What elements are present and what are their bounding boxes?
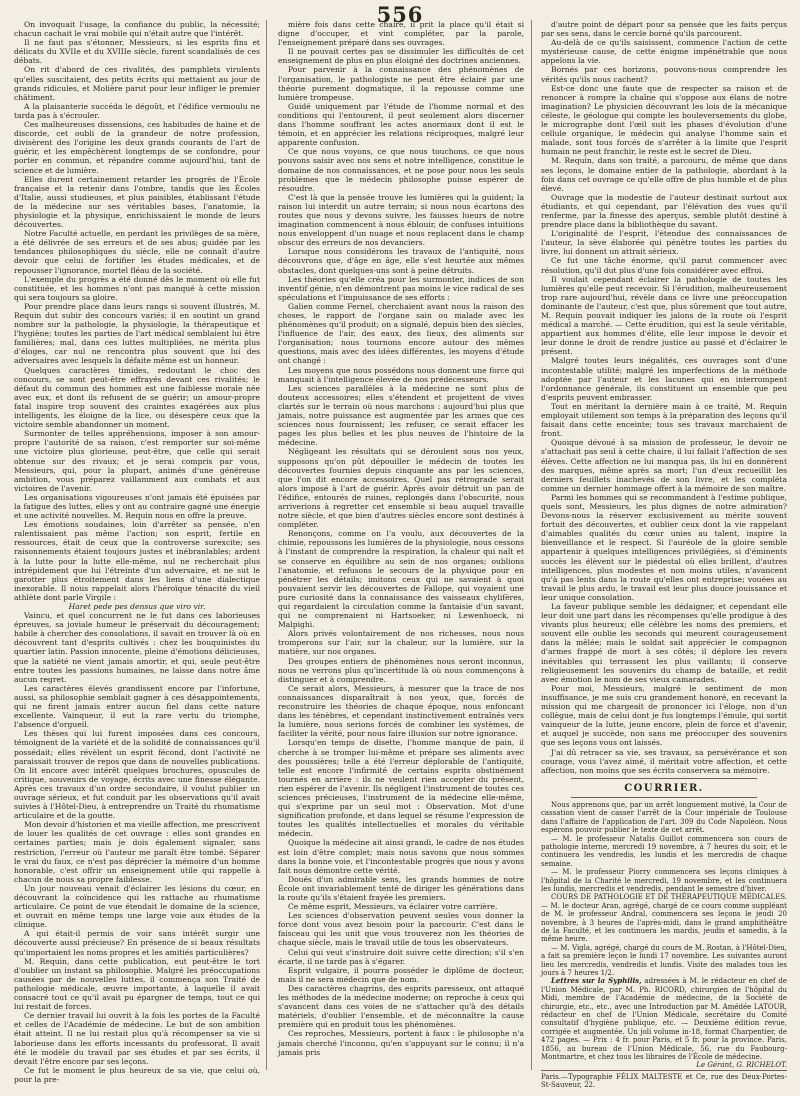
paragraph: Mon devoir d'historien et ma vieille affection, me prescrivent de louer les qualités de cet ouvrage : elles sont grandes en certaines parties; mais je dois également signaler, sans restriction, l'erreur où l'auteur me paraît être tombé. Séparer le vrai du faux, ce n'est pas déprécier la mémoire d'un homme honorable, c'est offrir un enseignement utile qui rappelle à chacun de nous sa propre faiblesse. [14,820,260,884]
gerant-signature: Le Gérant, G. RICHELOT. [696,1061,787,1070]
paragraph: On invoquait l'usage, la confiance du public, la nécessité; chacun cachait le vrai mobile qui n'était autre que l'intérêt. [14,20,260,39]
paragraph: Lorsqu'en temps de disette, l'homme manque de pain, il cherche à se tromper lui-même et prépare ses aliments avec des poussières; telle a été l'erreur déplorable de l'antiquité, telle est encore l'infirmité de certains esprits obstinément tournés en arrière : ils ne veulent rien accepter du présent, rien espérer de l'avenir. Ils négligent l'instrument de toutes ces sciences précieuses, l'instrument de la médecine elle-même, qui s'exprime par un seul mot : Observation. Mot d'une signification profonde, et dans lequel se résume l'expression de toutes les qualités intellectuelles et morales du véritable médecin. [278,738,524,839]
paragraph: Pour prendre place dans leurs rangs si souvent illustrés, M. Requin dut subir des concours variés; il en soutint un grand nombre sur la pathologie, la physiologie, la thérapeutique et l'hygiène; toutes les parties de l'art médical semblaient lui être familières; mal, dans ces luttes multipliées, ne mérita plus d'éloges, car nul ne rencontra plus souvent que lui des adversaires avec lesquels la défaite même est un honneur. [14,301,260,366]
column-divider [531,20,532,1070]
paragraph: Ces reproches, Messieurs, portent à faux : le philosophe n'a jamais cherché l'inconnu, qu'en s'appuyant sur le connu; il n'a jamais pris [278,1029,524,1057]
book-title: Lettres sur la Syphilis, [551,976,642,986]
paragraph: Il voulait cependant éclairer la pathologie de toutes les lumières qu'elle peut recevoir. Si l'érudition, malheureusement trop rare aujourd'hui, révèle dans ce livre une préoccupation dominante de l'auteur, c'est que, plus sûrement que tout autre, M. Requin pouvait indiquer les jalons de la route où l'esprit médical a marché. — Cette érudition, qui est la seule véritable, appartient aux hommes d'élite, elle leur impose le devoir et leur donne le droit de rendre justice au passé et d'éclairer le présent. [541,274,787,357]
paragraph: Notre Faculté actuelle, en perdant les privilèges de sa mère, a été délivrée de ses erreurs et de ses abus; guidée par les tendances philosophiques du siècle, elle ne connaît d'autre devoir que celui de fortifier les études médicales, et de repousser l'ignorance, mortel fléau de la société. [14,229,260,275]
paragraph: Vaincu, et quel concurrent ne le fut dans ces laborieuses épreuves, sa joviale humeur le préservait du découragement; habile à chercher des consolations, il savait en trouver là où en découvrent tant d'esprits cultivés : chez les bouquinistes du quartier latin. Passion innocente, pleine d'émotions délicieuses, que la satiété ne vient jamais amortir, et qui, seule peut-être entre toutes les passions humaines, ne laisse dans notre âme aucun regret. [14,611,260,684]
paragraph: — M. Vigla, agrégé, chargé du cours de M. Rostan, à l'Hôtel-Dieu, a fait sa première leçon le lundi 17 novembre. Les suivantes auront lieu les mercredis, vendredis et lundis. Visite des malades tous les jours à 7 heures 1/2. [541,943,787,977]
book-notice-text: adressées à M. le rédacteur en chef de l'Union Médicale, par M. Ph. RICORD, chirurgien de l'hôpital du Midi, membre de l'Académie de médecine, de la Société de chirurgie, etc., etc., avec une Introduction par M. Amédée LATOUR, rédacteur en chef de l'Union Médicale, secrétaire du Comité consultatif d'hygiène publique, etc. — Deuxième édition revue, corrigée et augmentée. Un joli volume in-18, format Charpentier, de 472 pages. — Prix : 4 fr. pour Paris, et 5 fr. pour la province. Paris, 1856, au bureau de l'Union Médicale, 56, rue du Faubourg-Montmartre, et chez tous les libraires de l'École de médecine. [541,977,787,1062]
latin-verse: Haret pede pes densus que viro vir. [68,602,206,611]
paragraph: Ce serait alors, Messieurs, à mesurer que la trace de nos connaissances disparaîtrait à nos yeux, que, forcés de reconstruire les théories de chaque époque, nous enfoncant dans les ténèbres, et cependant instinctivement entraînés vers la lumière, nous serions forcés de combiner les systèmes, de faciliter la vérité, pour nous faire illusion sur notre ignorance. [278,683,524,739]
paragraph: Quoique dévoué à sa mission de professeur, le devoir ne s'attachait pas seul à cette chaire, il lui fallait l'affection de ses élèves. Cette affection ne lui manqua pas, ils lui en donnèrent des marques, même après sa mort; l'un d'eux recueillit les derniers feuillets inachevés de son livre, et les compléta comme un dernier hommage offert à la mémoire de son maître. [541,438,787,493]
paragraph: J'ai dû retracer sa vie, ses travaux, sa persévérance et son courage, vous l'avez aimé, il méritait votre affection, et cette affection, non moins que ses écrits conservera sa mémoire. [541,747,787,775]
title-rule [571,797,757,798]
paragraph: Les organisations vigoureuses n'ont jamais été épuisées par la fatigue des luttes, elles y ont au contraire gagné une énergie et une activité nouvelles. M. Requin nous en offre la preuve. [14,492,260,521]
paragraph: Ce même esprit, Messieurs, va éclairer votre carrière. [288,902,498,912]
paragraph: Ces malheureuses dissensions, ces habitudes de haine et de discorde, cet oubli de la grandeur de notre profession, divisèrent des l'origine les deux grands courants de l'art de guérir, et les empêchèrent longtemps de se confondre, pour porter en commun, et répandre comme aujourd'hui, tant de science et de lumière. [14,120,260,175]
paragraph: Surmonter de telles appréhensions, imposer à son amour-propre l'autorité de sa raison, c'est remporter sur soi-même une victoire plus glorieuse, peut-être, que celle qui serait obtenue sur des rivaux; et je serai compris par vous, Messieurs, qui, pour la plupart, animés d'une généreuse ambition, vous préparez vaillamment aux combats et aux victoires de l'avenir. [14,429,260,493]
paragraph: Guidé uniquement par l'étude de l'homme normal et des conditions qui l'entourent, il peut seulement alors discerner dans l'homme souffrant les actes anormaux dont il est le témoin, et en apprécier les relations réciproques, malgré leur apparente confusion. [278,101,524,148]
paragraph: Ce que nous voyons, ce que nous touchons, ce que nous pouvons saisir avec nos sens et notre intelligence, constitue le domaine de nos connaissances, et ne pose pour nous les seuls problèmes que le médecin philosophe puisse espérer de résoudre. [278,147,524,193]
title-rule [571,778,757,779]
paragraph: Ce dernier travail lui ouvrit à la fois les portes de la Faculté et celles de l'Académie de médecine. Le but de son ambition était atteint. Il ne lui restait plus qu'à récompenser sa vie si laborieuse dans les efforts incessants du professorat. Il avait été le modèle du travail par ses études et par ses écrits, il devait l'être encore par ses leçons. [14,1011,260,1066]
paragraph: Il ne pouvait certes pas se dissimuler les difficultés de cet enseignement de plus en plus éloigné des doctrines anciennes. [278,47,524,66]
paragraph: A la plaisanterie succéda le dégoût, et l'édifice vermoulu ne tarda pas à s'écrouler. [14,101,260,120]
paragraph: C'est là que la pensée trouve les lumières qui la guident; la raison lui interdit un autre terrain; si nous nous écartons des routes que nous y devons suivre, les fausses lueurs de notre imagination commencent à nous éblouir, de confuses intuitions nous enveloppent d'un nuage et nous replacent dans le champ obscur des erreurs de nos devanciers. [278,192,524,248]
paragraph: Esprit vulgaire, il pourra posséder le diplôme de docteur, mais il ne sera médecin que de nom. [278,965,524,984]
paragraph: Nous apprenons que, par un arrêt longuement motivé, la Cour de cassation vient de casser l'arrêt de la Cour impériale de Toulouse dans l'affaire de l'application de l'art. 309 du Code Napoléon. Nous espérons pouvoir publier le texte de cet arrêt. [541,800,787,835]
paragraph: Des groupes entiers de phénomènes nous seront inconnus, nous ne verrons plus qu'incertitude là où nous commençons à distinguer et à comprendre. [278,656,524,684]
paragraph: Les sciences d'observation peuvent seules vous donner la force dont vous avez besoin pour la parcourir. C'est dans le faisceau qui les unit que vous trouverez non les théories de chaque siècle, mais le travail utile de tous les observateurs. [278,911,524,948]
paragraph: Bornés par ces horizons, pouvons-nous comprendre les vérités qu'ils nous cachent? [541,65,787,84]
paragraph: Quelques caractères timides, redoutant le choc des concours, se sont peut-être effrayés devant ces rivalités; le défaut du commun des hommes est une faiblesse morale née avec eux, et dont ils refusent de se guérir; un amour-propre fatal inspire trop souvent des craintes exagérées aux plus intelligents, les éloigne de la lice, ou désespère ceux que la victoire semble abandonner un moment. [14,365,260,430]
paragraph: Parmi les hommes qui se recommandent à l'estime publique, quels sont, Messieurs, les plus dignes de notre admiration? Devons-nous la réserver exclusivement au mérite souvent fortuit des découvertes, et oublier ceux dont la vie rappelant d'aimables qualités du cœur unies au talent, inspire la bienveillance et le respect. Si l'auréole de la gloire semble appartenir à quelques intelligences privilégiées, si d'éminents succès les élèvent sur le piédestal où elles brillent, d'autres intelligences, plus modestes et non moins utiles, n'avancent qu'à pas lents dans la route qu'elles ont entreprise; vouées au travail le plus ardu, le travail est leur plus douce jouissance et leur unique consolation. [541,492,787,602]
courrier-title: COURRIER. [624,782,704,794]
paragraph: Les théories qu'elle créa pour les surmonter, indices de son inventif génie, n'en démontrent pas moins le vice radical de ses spéculations et l'impuissance de ses efforts : [278,274,524,302]
paragraph: mière fois dans cette chaire, il prit la place qu'il était si digne d'occuper, et vint compléter, par la parole, l'enseignement préparé dans ses ouvrages. [278,20,524,48]
paragraph: Elles durent certainement retarder les progrès de l'École française et la retenir dans l'ombre, tandis que les Écoles d'Italie, aussi studieuses, et plus paisibles, établissant l'étude de la médecine sur ses véritables bases, l'anatomie, la physiologie et la physique, enrichissaient le monde de leurs découvertes. [14,174,260,230]
paragraph: A qui était-il permis de voir sans intérêt surgir une découverte aussi précieuse? En présence de si beaux résultats qu'importaient les noms propres et les amitiés particulières? [14,929,260,957]
paragraph: Est-ce donc une faute que de respecter sa raison et de renoncer à rompre la chaîne qui s'oppose aux élans de notre imagination? Le physicien découvrant les lois de la mécanique céleste, le géologue qui compte les bouleversements du globe, le micrographe dont l'œil suit les phases d'évolution d'une cellule organique, le médecin qui analyse l'homme sain et malade, sont tous forcés de s'arrêter à la limite que l'esprit humain ne peut franchir, le reste est le secret de Dieu. [541,83,787,157]
paragraph: Les caractères élevés grandissent encore par l'infortune, aussi, sa philosophie semblait gagner à ces désappointements, qui ne firent jamais entrer aucun fiel dans cette nature excellente. Vainqueur, il eut la rare vertu du triomphe, l'absence d'orgueil. [14,683,260,730]
column-divider [266,20,267,1070]
paragraph: Alors privés volontairement de nos richesses, nous nous tromperons sur l'air, sur la chaleur, sur la lumière, sur la matière, sur nos organes. [278,629,524,657]
paragraph: Galien comme Fernel, cherchaient avant nous la raison des choses, le rapport de l'organe sain ou malade avec les phénomènes qu'il produit; on a signalé, depuis bien des siècles, l'influence de l'air, des eaux, des lieux, des aliments sur l'organisation; nous tournons encore autour des mêmes questions, mais avec des idées différentes, les moyens d'étude ont changé : [278,301,524,366]
paragraph: On rit d'abord de ces rivalités, des pamphlets virulents qu'elles suscitaient, des petits écrits qui mettaient au jour de grands ridicules, et Molière parut pour leur infliger le premier châtiment. [14,65,260,102]
paragraph: Ce fut une tâche énorme, qu'il parut commencer avec résolution, qu'il dut plus d'une fois considérer avec effroi. [541,256,787,275]
paragraph: M. Requin, dans son traité, a parcouru, de même que dans ses leçons, le domaine entier de la pathologie, abordant à la fois dans cet ouvrage ce qu'elle offre de plus humble et de plus élevé. [541,156,787,193]
paragraph: Les moyens que nous possédons nous donnent une force qui manquait à l'intelligence élevée de nos prédécesseurs. [278,365,524,384]
paragraph: COURS DE PATHOLOGIE ET DE THÉRAPEUTIQUE MÉDICALES. — M. le docteur Aran, agrégé, chargé de ce cours comme suppléant de M. le professeur Andral, commencera ses leçons le jeudi 20 novembre, à 3 heures de l'après-midi, dans le grand amphithéâtre de la Faculté, et les continuera les mardis, jeudis et samedis, à la même heure. [541,893,787,944]
book-notice [541,977,787,1061]
paragraph: Ce fut le moment le plus heureux de sa vie, que celui où, pour la pre- [14,1065,260,1084]
paragraph: Malgré toutes leurs inégalités, ces ouvrages sont d'une incontestable utilité; malgré les imperfections de la méthode adoptée par l'auteur et les lacunes qui en interrompent l'ordonnance générale, ils constituent un ensemble que peu d'esprits peuvent embrasser. [541,356,787,402]
paragraph: Les émotions soudaines, loin d'arrêter sa pensée, n'en ralentissaient pas même l'action; son esprit, fertile en ressources, était de ceux que la controverse surexcite; ses raisonnements étaient toujours justes et inébranlables; ardent à la lutte pour la lutte elle-même, nul ne recherchait plus intrépidement que lui l'étreinte d'un adversaire, et ne sut le garotter plus étroitement dans les liens d'une dialectique inexorable. Il nous rappelait alors l'héroïque ténacité du vieil athlète dont parle Virgile : [14,520,260,602]
paragraph: — M. le professeur Natalis Guillot commencera son cours de pathologie interne, mercredi 19 novembre, à 7 heures du soir, et le continuera les vendredis, les lundis et les mercredis de chaque semaine. [541,834,787,868]
printer-line: Paris.—Typographie FÉLIX MALTESTE et Ce, rue des Deux-Portes-St-Sauveur, 22. [541,1070,787,1090]
paragraph: L'originalité de l'esprit, l'étendue des connaissances de l'auteur, la sève élaborée qui pénètre toutes les parties du livre, lui donnent un attrait sérieux. [541,229,787,257]
paragraph: La faveur publique semble les dédaigner, et cependant elle leur doit une part dans les récompenses qu'elle prodigue à des vivants plus heureux; elle célèbre les noms des premiers, et souvent elle oublie les seconds qui meurent courageusement dans la mêlée; mais le soldat sait apprécier le compagnon d'armes frappé de mort à ses côtés; il déplore les revers inévitables qui terrassent les plus vaillants; il conserve religieusement les souvenirs du champ de bataille, et redit avec émotion le nom de ses vieux camarades. [541,602,787,684]
paragraph: Il ne faut pas s'étonner, Messieurs, si les esprits fins et délicats du XVIIe et du XVIIIe siècle, furent scandalisés de ces débats. [14,38,260,66]
column-3 [541,20,787,1090]
paragraph: Les sciences parallèles à la médecine ne sont plus de douteux accessoires; elles s'étendent et projettent de vives clartés sur le terrain où nous marchons : aujourd'hui plus que jamais, notre puissance est augmentée par les armes que ces sciences nous fournissent; les refuser, ce serait effacer les pages les plus belles et les plus neuves de l'histoire de la médecine. [278,383,524,448]
paragraph: M. Requin, dans cette publication, eut peut-être le tort d'oublier un instant sa philosophie. Malgré les préoccupations causées par de nouvelles luttes, il commença son Traité de pathologie médicale, œuvre importante, à laquelle il avait consacré tout ce qu'il avait pu épargner de temps, tout ce qui lui restait de forces. [14,956,260,1012]
paragraph: Au-delà de ce qu'ils saisissent, commence l'action de cette mystérieuse cause, de cette énigme impénétrable que nous appelons la vie. [541,38,787,66]
paragraph: — M. le professeur Piorry commencera ses leçons cliniques à l'hôpital de la Charité le mercredi, 19 novembre, et les continuera les lundis, mercredis et vendredis, pendant le semestre d'hiver. [541,868,787,893]
paragraph: Tout en méritant la dernière main à ce traité, M. Requin employait utilement son temps à la préparation des leçons qu'il faisait dans cette enceinte; tous ses travaux marchaient de front. [541,401,787,439]
paragraph: Pour moi, Messieurs, malgré le sentiment de mon insuffisance, je me suis cru grandement honoré, en recevant la mission qui me chargeait de prononcer ici l'éloge, non d'un collègue, mais de celui dont je fus longtemps l'émule, qui sortit vainqueur de la lutte, jeune encore, plein de force et d'avenir, et auquel je succède, non sans me préoccuper des souvenirs que ses leçons vous ont laissés. [541,683,787,748]
column-2 [278,20,524,1072]
paragraph: Quoique la médecine ait ainsi grandi, le cadre de nos études est loin d'être complet; mais nous savons que nous sommes dans la bonne voie, et l'incontestable progrès que nous y avons fait nous démontre cette vérité. [278,838,524,875]
paragraph: Renonçons, comme on l'a voulu, aux découvertes de la chimie, repoussons les lumières de la physiologie, nous cessons à l'instant de comprendre la respiration, la chaleur qui naît et se conserve en équilibre au sein de nos organes; oublions l'anatomie, et refusons le secours de la physique pour en pénétrer les détails; imitons ceux qui ne savaient à quoi pouvaient servir les découvertes de Fallope, qui voyaient une pure curiosité dans la connaissance des vaisseaux chylifères, qui regardaient la circulation comme la fantaisie d'un savant, qui ne comprenaient ni Hartsoeker, ni Lewenhoeck, ni Malpighi. [278,529,524,630]
page-number: 556 [376,2,424,27]
paragraph: L'exemple du progrès a été donné dès le moment où elle fut constituée, et les hommes n'ont pas manqué à cette mission qui sera toujours sa gloire. [14,274,260,302]
paragraph: Les thèses qui lui furent imposées dans ces concours, témoignent de la variété et de la solidité de connaissances qu'il possédait; elles révèlent un esprit fécond, dont l'activité ne paraissait trouver de repos que dans de nouvelles publications. On lit encore avec intérêt quelques brochures, opuscules de critique, souvenirs de voyage, écrits avec une finesse élégante. Après ces travaux d'un ordre secondaire, il voulut publier un ouvrage sérieux, et fut conduit par les observations qu'il avait suivies à l'Hôtel-Dieu, à entreprendre un Traité du rhumatisme articulaire et de la goutte. [14,729,260,821]
paragraph: Lorsque nous considérons les travaux de l'antiquité, nous découvrons que, d'âge en âge, elle s'est heurtée aux mêmes obstacles, dont quelques-uns sont à peine détruits. [278,247,524,275]
paragraph: Pour parvenir à la connaissance des phénomènes de l'organisation, le pathologiste ne peut être éclairé par une théorie purement dogmatique, il la repousse comme une lumière trompeuse. [278,65,524,102]
paragraph: Négligeant les résultats qui se déroulent sous nos yeux, supposons qu'on pût dépouiller le médecin de toutes les découvertes fournies depuis cinquante ans par les sciences, que l'on dit encore accessoires. Quel pas rétrograde serait alors imposé à l'art de guérir. Après avoir détruit un pan de l'édifice, entourés de ruines, replongés dans l'obscurité, nous arriverions à regretter cet ensemble si beau auquel travaille notre siècle, et que bien d'autres siècles encore sont destinés à compléter. [278,447,524,530]
paragraph: Ouvrage que la modestie de l'auteur destinait surtout aux étudiants, et qui cependant, par l'élévation des vues qu'il renferme, par la finesse des aperçus, semble plutôt destiné à prendre place dans la bibliothèque du savant. [541,192,787,230]
paragraph: Un jour nouveau venait d'éclairer les lésions du cœur, en découvrant la coïncidence qui les rattache au rhumatisme articulaire. Ce point de vue étendait le domaine de la science, et ouvrait en même temps une large voie aux études de la clinique. [14,883,260,930]
paragraph: Des caractères chagrins, des esprits paresseux, ont attaqué les méthodes de la médecine moderne; on reproche à ceux qui s'avancent dans ces voies de ne s'attacher qu'à des détails matériels, d'oublier l'ensemble, et de méconnaître la cause première qui en produit tous les phénomènes. [278,983,524,1030]
paragraph: Celui qui veut s'instruire doit suivre cette direction; s'il s'en écarte, il ne tarde pas à s'égarer. [278,947,524,966]
column-1 [14,20,260,1084]
paragraph: Doués d'un admirable sens, les grands hommes de notre École ont invariablement tenté de diriger les générations dans la route qu'ils s'étaient frayée les premiers. [278,874,524,902]
paragraph: d'autre point de départ pour sa pensée que les faits perçus par ses sens, dans le cercle borné qu'ils parcourent. [541,20,787,39]
